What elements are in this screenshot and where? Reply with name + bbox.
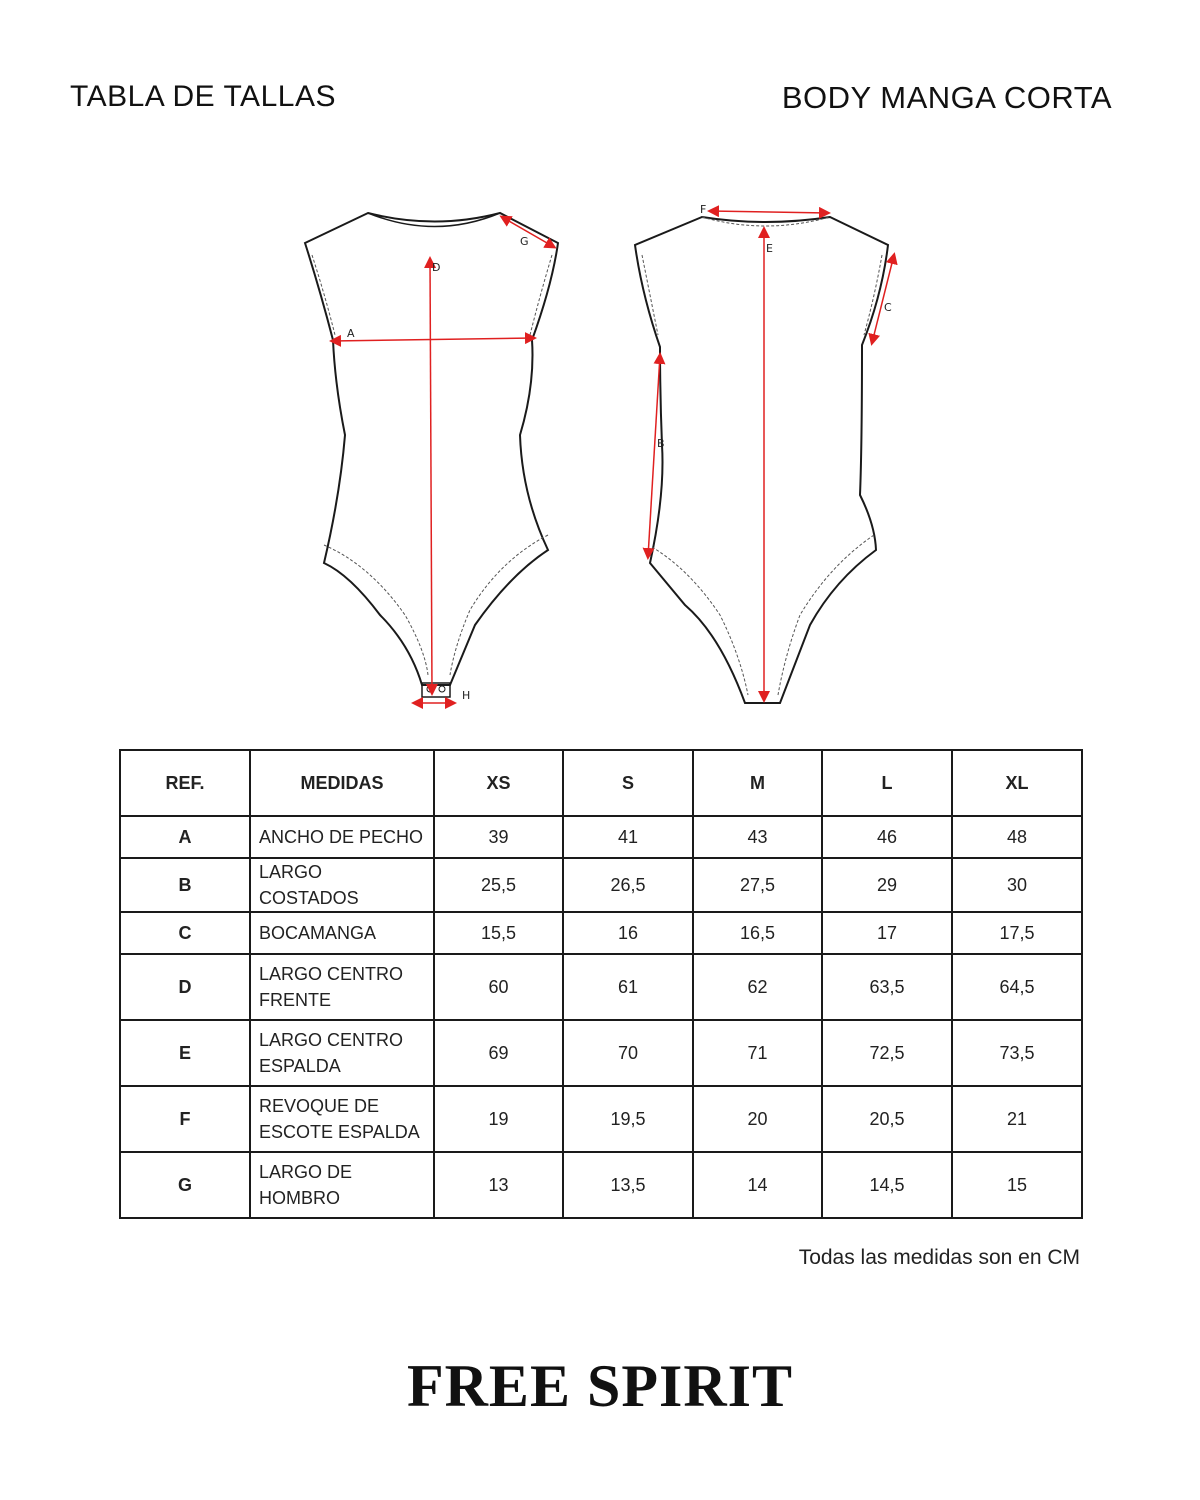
garment-svg: [290, 195, 910, 715]
value-cell: 14,5: [822, 1152, 952, 1218]
table-header-row: [120, 750, 1082, 816]
ref-cell: E: [120, 1020, 250, 1086]
front-measurements: [332, 217, 554, 703]
ref-cell: B: [120, 858, 250, 912]
value-cell: 46: [822, 816, 952, 858]
ref-cell: C: [120, 912, 250, 954]
table-row: [120, 858, 1082, 912]
value-cell: 13,5: [563, 1152, 693, 1218]
table-row: [120, 954, 1082, 1020]
ref-cell: A: [120, 816, 250, 858]
units-note: Todas las medidas son en CM: [798, 1246, 1080, 1269]
header-ref: REF.: [120, 750, 250, 816]
header-s: S: [563, 750, 693, 816]
value-cell: 30: [952, 858, 1082, 912]
brand-logo: FREE SPIRIT: [406, 1353, 794, 1419]
page-title: TABLA DE TALLAS: [70, 80, 336, 113]
value-cell: 15: [952, 1152, 1082, 1218]
ref-cell: D: [120, 954, 250, 1020]
table-row: [120, 1086, 1082, 1152]
garment-diagram: [290, 195, 910, 715]
value-cell: 14: [693, 1152, 822, 1218]
value-cell: 39: [434, 816, 563, 858]
measure-cell: REVOQUE DE ESCOTE ESPALDA: [250, 1086, 434, 1152]
value-cell: 15,5: [434, 912, 563, 954]
measure-cell: LARGO CENTRO FRENTE: [250, 954, 434, 1020]
value-cell: 64,5: [952, 954, 1082, 1020]
table-row: [120, 1020, 1082, 1086]
header-l: L: [822, 750, 952, 816]
value-cell: 17,5: [952, 912, 1082, 954]
label-f: F: [700, 203, 707, 216]
value-cell: 20: [693, 1086, 822, 1152]
value-cell: 16,5: [693, 912, 822, 954]
header-medidas: MEDIDAS: [250, 750, 434, 816]
table-row: [120, 816, 1082, 858]
ref-cell: F: [120, 1086, 250, 1152]
value-cell: 43: [693, 816, 822, 858]
ref-cell: G: [120, 1152, 250, 1218]
label-h: H: [462, 689, 471, 702]
value-cell: 71: [693, 1020, 822, 1086]
measure-cell: LARGO CENTRO ESPALDA: [250, 1020, 434, 1086]
label-e: E: [766, 242, 773, 255]
value-cell: 61: [563, 954, 693, 1020]
value-cell: 60: [434, 954, 563, 1020]
value-cell: 27,5: [693, 858, 822, 912]
label-c: C: [884, 301, 892, 314]
value-cell: 73,5: [952, 1020, 1082, 1086]
value-cell: 62: [693, 954, 822, 1020]
header-xs: XS: [434, 750, 563, 816]
measure-cell: ANCHO DE PECHO: [250, 816, 434, 858]
value-cell: 63,5: [822, 954, 952, 1020]
value-cell: 17: [822, 912, 952, 954]
value-cell: 16: [563, 912, 693, 954]
product-title: BODY MANGA CORTA: [781, 80, 1112, 115]
label-d: D: [432, 261, 441, 274]
table-row: [120, 1152, 1082, 1218]
value-cell: 72,5: [822, 1020, 952, 1086]
value-cell: 29: [822, 858, 952, 912]
value-cell: 48: [952, 816, 1082, 858]
measure-cell: LARGO COSTADOS: [250, 858, 434, 912]
value-cell: 26,5: [563, 858, 693, 912]
back-measurements: [648, 211, 894, 700]
measure-cell: BOCAMANGA: [250, 912, 434, 954]
value-cell: 19: [434, 1086, 563, 1152]
label-a: A: [347, 327, 355, 340]
value-cell: 13: [434, 1152, 563, 1218]
value-cell: 69: [434, 1020, 563, 1086]
value-cell: 20,5: [822, 1086, 952, 1152]
value-cell: 21: [952, 1086, 1082, 1152]
table-row: [120, 912, 1082, 954]
header-xl: XL: [952, 750, 1082, 816]
value-cell: 25,5: [434, 858, 563, 912]
value-cell: 19,5: [563, 1086, 693, 1152]
value-cell: 41: [563, 816, 693, 858]
back-view: [635, 217, 888, 703]
measure-cell: LARGO DE HOMBRO: [250, 1152, 434, 1218]
size-table: [119, 749, 1083, 1219]
label-b: B: [657, 437, 665, 450]
label-g: G: [520, 235, 529, 248]
header-m: M: [693, 750, 822, 816]
value-cell: 70: [563, 1020, 693, 1086]
